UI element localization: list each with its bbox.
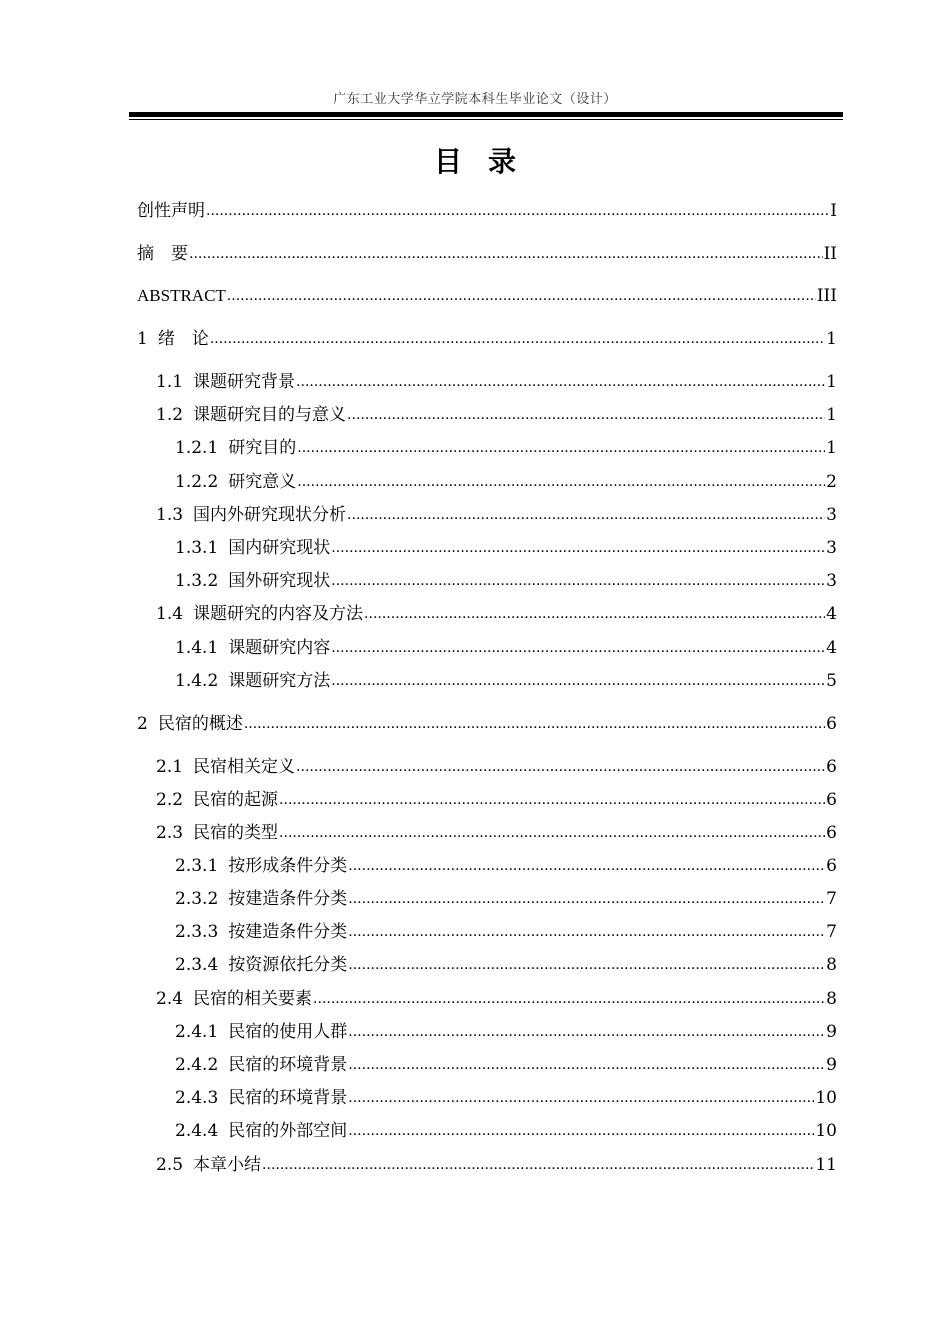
- toc-entry-number: 1.2: [156, 405, 184, 425]
- toc-entry-title: 课题研究内容: [228, 638, 331, 658]
- toc-leader-dots: [206, 200, 829, 222]
- toc-entry-number: 1.2.2: [175, 472, 219, 492]
- toc-entry[interactable]: [175, 1021, 837, 1044]
- toc-entry-title: 摘 要: [137, 244, 188, 264]
- toc-leader-dots: [279, 789, 825, 811]
- toc-leader-dots: [331, 670, 825, 692]
- toc-entry-page: 1: [826, 405, 837, 425]
- toc-entry-title: 民宿的相关要素: [193, 989, 313, 1009]
- toc-entry-page: 1: [826, 329, 837, 349]
- toc-leader-dots: [364, 603, 825, 625]
- toc-entry-title: 国内研究现状: [228, 538, 331, 558]
- toc-entry[interactable]: [156, 404, 837, 427]
- toc-entry[interactable]: [175, 855, 837, 878]
- toc-leader-dots: [348, 954, 825, 976]
- toc-entry-page: III: [816, 286, 837, 306]
- toc-entry[interactable]: [137, 328, 837, 351]
- toc-entry-title: 按建造条件分类: [228, 889, 348, 909]
- toc-entry[interactable]: [175, 1120, 837, 1143]
- toc-entry-page: 3: [826, 571, 837, 591]
- toc-entry-title: 课题研究背景: [193, 372, 296, 392]
- toc-leader-dots: [331, 637, 825, 659]
- toc-entry-page: 2: [826, 472, 837, 492]
- toc-leader-dots: [348, 1120, 814, 1142]
- toc-entry-title: 民宿的环境背景: [228, 1055, 348, 1075]
- toc-entry-page: 3: [826, 538, 837, 558]
- toc-entry-title: 课题研究目的与意义: [193, 405, 347, 425]
- toc-entry-page: 1: [826, 372, 837, 392]
- toc-entry-title: 按形成条件分类: [228, 856, 348, 876]
- toc-entry-number: 2.4.2: [175, 1055, 219, 1075]
- toc-entry[interactable]: [175, 921, 837, 944]
- toc-entry-title: 民宿的起源: [193, 790, 279, 810]
- toc-leader-dots: [348, 921, 825, 943]
- toc-entry-title: 研究意义: [228, 472, 297, 492]
- toc-entry-page: 4: [826, 604, 837, 624]
- toc-entry[interactable]: [175, 954, 837, 977]
- toc-entry-number: 1.3: [156, 505, 184, 525]
- toc-entry-number: 2.3.3: [175, 922, 219, 942]
- toc-leader-dots: [262, 1154, 814, 1176]
- toc-leader-dots: [348, 855, 825, 877]
- toc-entry-title: 绪 论: [157, 329, 209, 349]
- toc-entry[interactable]: [175, 471, 837, 494]
- toc-entry-title: 本章小结: [193, 1155, 262, 1175]
- toc-entry-page: 7: [826, 889, 837, 909]
- toc-entry-page: 10: [815, 1121, 837, 1141]
- toc-leader-dots: [297, 437, 825, 459]
- toc-leader-dots: [227, 285, 816, 307]
- toc-entry-number: 2.1: [156, 757, 184, 777]
- toc-entry-title: 按建造条件分类: [228, 922, 348, 942]
- toc-entry-title: 国外研究现状: [228, 571, 331, 591]
- toc-entry-page: 9: [826, 1055, 837, 1075]
- toc-entry-title: 按资源依托分类: [228, 955, 348, 975]
- toc-entry[interactable]: [156, 822, 837, 845]
- toc-leader-dots: [244, 713, 825, 735]
- toc-entry-number: 1.1: [156, 372, 184, 392]
- toc-entry-page: II: [823, 244, 837, 264]
- toc-entry-number: 2.3.1: [175, 856, 219, 876]
- header-rule-thick: [129, 112, 843, 117]
- toc-leader-dots: [296, 371, 825, 393]
- toc-entry-number: 1.3.1: [175, 538, 219, 558]
- toc-entry-number: 1: [137, 329, 148, 349]
- toc-entry-number: 1.2.1: [175, 438, 219, 458]
- toc-entry-number: 2.4.4: [175, 1121, 219, 1141]
- toc-entry[interactable]: [175, 670, 837, 693]
- toc-entry[interactable]: [175, 570, 837, 593]
- toc-entry-page: 3: [826, 505, 837, 525]
- toc-entry[interactable]: [156, 988, 837, 1011]
- toc-entry-page: 11: [815, 1155, 837, 1175]
- toc-leader-dots: [313, 988, 825, 1010]
- toc-entry-number: 1.4.1: [175, 638, 219, 658]
- toc-entry-number: 1.3.2: [175, 571, 219, 591]
- toc-entry-page: 6: [826, 823, 837, 843]
- toc-leader-dots: [347, 404, 825, 426]
- toc-leader-dots: [210, 328, 825, 350]
- toc-entry-number: 2.4.3: [175, 1088, 219, 1108]
- toc-entry-page: I: [830, 201, 837, 221]
- toc-leader-dots: [348, 1021, 825, 1043]
- toc-entry-page: 9: [826, 1022, 837, 1042]
- toc-entry-title: 课题研究方法: [228, 671, 331, 691]
- toc-entry[interactable]: [156, 756, 837, 779]
- toc-leader-dots: [297, 471, 825, 493]
- toc-entry[interactable]: [156, 1154, 837, 1177]
- toc-entry-page: 8: [826, 989, 837, 1009]
- toc-entry[interactable]: [137, 243, 837, 266]
- toc-entry[interactable]: [137, 285, 837, 308]
- toc-entry-page: 7: [826, 922, 837, 942]
- toc-entry-page: 6: [826, 757, 837, 777]
- toc-entry-number: 2.3.4: [175, 955, 219, 975]
- toc-entry[interactable]: [137, 713, 837, 736]
- toc-entry[interactable]: [137, 200, 837, 223]
- toc-entry[interactable]: [156, 603, 837, 626]
- toc-entry-title: ABSTRACT: [137, 286, 226, 305]
- toc-entry-number: 2.3: [156, 823, 184, 843]
- toc-leader-dots: [347, 504, 825, 526]
- toc-entry-title: 民宿的环境背景: [228, 1088, 348, 1108]
- toc-entry-number: 1.4.2: [175, 671, 219, 691]
- toc-entry-page: 8: [826, 955, 837, 975]
- toc-entry-page: 6: [826, 714, 837, 734]
- toc-entry-number: 2.3.2: [175, 889, 219, 909]
- toc-entry[interactable]: [175, 537, 837, 560]
- toc-entry-title: 研究目的: [228, 438, 297, 458]
- toc-entry-title: 课题研究的内容及方法: [193, 604, 364, 624]
- toc-entry-title: 民宿的外部空间: [228, 1121, 348, 1141]
- toc-entry[interactable]: [156, 371, 837, 394]
- toc-entry-title: 民宿的概述: [157, 714, 243, 734]
- page-header: 广东工业大学华立学院本科生毕业论文（设计）: [333, 92, 617, 107]
- toc-entry-page: 10: [815, 1088, 837, 1108]
- toc-entry-page: 6: [826, 790, 837, 810]
- toc-entry-number: 2.5: [156, 1155, 184, 1175]
- toc-entry-page: 1: [826, 438, 837, 458]
- toc-leader-dots: [331, 570, 825, 592]
- toc-entry-number: 2.2: [156, 790, 184, 810]
- toc-leader-dots: [348, 1054, 825, 1076]
- toc-leader-dots: [279, 822, 825, 844]
- toc-entry-title: 民宿的类型: [193, 823, 279, 843]
- toc-entry-page: 5: [826, 671, 837, 691]
- toc-entry-title: 创性声明: [137, 201, 205, 221]
- toc-leader-dots: [189, 243, 823, 265]
- toc-entry-title: 国内外研究现状分析: [193, 505, 347, 525]
- toc-leader-dots: [348, 1087, 814, 1109]
- toc-entry-page: 6: [826, 856, 837, 876]
- toc-entry-page: 4: [826, 638, 837, 658]
- toc-entry[interactable]: [175, 1087, 837, 1110]
- toc-entry[interactable]: [175, 888, 837, 911]
- toc-leader-dots: [348, 888, 825, 910]
- toc-entry-number: 1.4: [156, 604, 184, 624]
- header-rule-thin: [129, 119, 843, 120]
- toc-entry[interactable]: [175, 1054, 837, 1077]
- toc-title: 目录: [433, 145, 542, 178]
- toc-entry-number: 2.4: [156, 989, 184, 1009]
- toc-entry-title: 民宿的使用人群: [228, 1022, 348, 1042]
- toc-entry-number: 2: [137, 714, 148, 734]
- toc-entry[interactable]: [156, 789, 837, 812]
- toc-entry[interactable]: [156, 504, 837, 527]
- toc-entry[interactable]: [175, 637, 837, 660]
- toc-entry-title: 民宿相关定义: [193, 757, 296, 777]
- toc-leader-dots: [296, 756, 825, 778]
- toc-entry-number: 2.4.1: [175, 1022, 219, 1042]
- toc-leader-dots: [331, 537, 825, 559]
- toc-entry[interactable]: [175, 437, 837, 460]
